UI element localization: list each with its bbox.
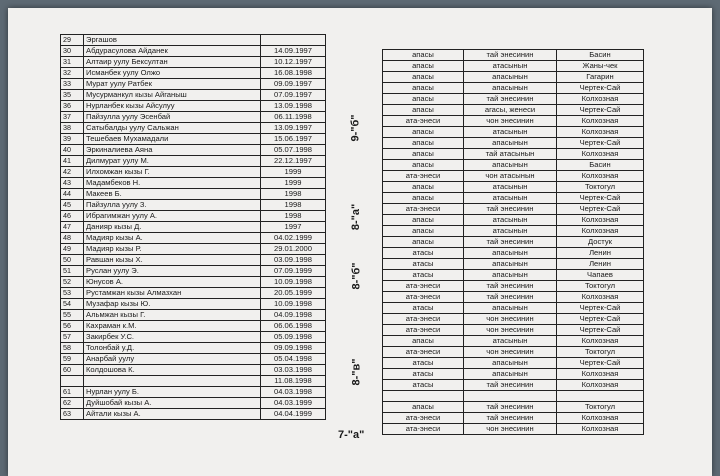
address-cell: Басин	[557, 50, 644, 61]
table-row	[383, 347, 644, 358]
student-name: Эргашов	[84, 35, 261, 46]
living-with-cell: агасы, женеси	[464, 105, 557, 116]
living-with-cell: апасынын	[464, 270, 557, 281]
birth-date: 16.08.1998	[261, 68, 326, 79]
student-name: Дилмурат уулу М.	[84, 156, 261, 167]
birth-date: 1999	[261, 178, 326, 189]
table-row	[61, 233, 326, 244]
guardian-cell: ата-энеси	[383, 314, 464, 325]
address-cell: Колхозная	[557, 380, 644, 391]
student-name: Толонбай у.Д.	[84, 343, 261, 354]
living-with-cell: тай энесинин	[464, 380, 557, 391]
table-row	[383, 303, 644, 314]
guardian-cell: ата-энеси	[383, 204, 464, 215]
student-name: Руслан уулу Э.	[84, 266, 261, 277]
student-name	[84, 376, 261, 387]
student-name: Айтали кызы А.	[84, 409, 261, 420]
birth-date: 05.04.1998	[261, 354, 326, 365]
living-with-cell: атасынын	[464, 61, 557, 72]
table-row	[61, 145, 326, 156]
row-number: 43	[61, 178, 84, 189]
row-number: 30	[61, 46, 84, 57]
table-row	[61, 79, 326, 90]
living-with-cell: апасынын	[464, 138, 557, 149]
table-row	[383, 182, 644, 193]
table-row	[61, 321, 326, 332]
birth-date: 22.12.1997	[261, 156, 326, 167]
birth-date: 29.01.2000	[261, 244, 326, 255]
living-with-cell: апасынын	[464, 369, 557, 380]
guardian-cell: ата-энеси	[383, 413, 464, 424]
birth-date: 07.09.1999	[261, 266, 326, 277]
student-name: Колдошова К.	[84, 365, 261, 376]
living-with-cell: апасынын	[464, 259, 557, 270]
row-number: 31	[61, 57, 84, 68]
table-row	[383, 281, 644, 292]
student-name: Абдурасулова Айданек	[84, 46, 261, 57]
guardian-cell: апасы	[383, 105, 464, 116]
birth-date: 04.02.1999	[261, 233, 326, 244]
birth-date: 15.06.1997	[261, 134, 326, 145]
guardian-cell: ата-энеси	[383, 171, 464, 182]
row-number: 58	[61, 343, 84, 354]
guardian-cell: апасы	[383, 215, 464, 226]
birth-date: 14.09.1997	[261, 46, 326, 57]
birth-date: 1999	[261, 167, 326, 178]
grade-label-8v: 8-"в"	[350, 358, 363, 386]
student-name: Исманбек уулу Олжо	[84, 68, 261, 79]
grade-label-7a: 7-"а"	[338, 429, 365, 441]
address-cell: Колхозная	[557, 171, 644, 182]
address-cell: Чертек-Сай	[557, 325, 644, 336]
table-row	[383, 380, 644, 391]
table-row	[383, 105, 644, 116]
address-cell: Басин	[557, 160, 644, 171]
student-name: Рустамжан кызы Алмазхан	[84, 288, 261, 299]
student-name: Альмжан кызы Г.	[84, 310, 261, 321]
table-row	[61, 343, 326, 354]
birth-date: 10.12.1997	[261, 57, 326, 68]
table-row	[383, 292, 644, 303]
student-name: Мурат уулу Ратбек	[84, 79, 261, 90]
living-with-cell: чон атасынын	[464, 171, 557, 182]
guardian-cell: ата-энеси	[383, 281, 464, 292]
address-cell: Колхозная	[557, 226, 644, 237]
birth-date: 09.09.1998	[261, 343, 326, 354]
guardian-cell: апасы	[383, 138, 464, 149]
birth-date: 20.05.1999	[261, 288, 326, 299]
birth-date: 11.08.1998	[261, 376, 326, 387]
table-row	[61, 288, 326, 299]
guardian-cell: ата-энеси	[383, 325, 464, 336]
table-row	[61, 200, 326, 211]
row-number: 46	[61, 211, 84, 222]
row-number: 57	[61, 332, 84, 343]
grade-label-9b: 9-"б"	[349, 114, 362, 142]
guardian-cell: апасы	[383, 182, 464, 193]
row-number: 48	[61, 233, 84, 244]
address-cell: Колхозная	[557, 94, 644, 105]
row-number: 53	[61, 288, 84, 299]
table-row	[61, 112, 326, 123]
table-row	[383, 237, 644, 248]
table-row	[383, 83, 644, 94]
student-name: Пайзулла уулу Эсенбай	[84, 112, 261, 123]
living-with-cell: атасынын	[464, 127, 557, 138]
birth-date	[261, 35, 326, 46]
row-number: 56	[61, 321, 84, 332]
row-number: 39	[61, 134, 84, 145]
table-row	[61, 299, 326, 310]
table-row	[61, 35, 326, 46]
guardian-cell: атасы	[383, 259, 464, 270]
row-number: 40	[61, 145, 84, 156]
row-number: 54	[61, 299, 84, 310]
guardian-cell: апасы	[383, 226, 464, 237]
guardian-cell: атасы	[383, 380, 464, 391]
table-row	[383, 149, 644, 160]
table-row	[383, 248, 644, 259]
birth-date: 07.09.1997	[261, 90, 326, 101]
student-name: Анарбай уулу	[84, 354, 261, 365]
student-name: Закирбек У.С.	[84, 332, 261, 343]
row-number: 32	[61, 68, 84, 79]
guardian-cell: апасы	[383, 237, 464, 248]
table-row	[383, 160, 644, 171]
living-with-cell: тай энесинин	[464, 402, 557, 413]
table-row	[61, 310, 326, 321]
address-cell: Колхозная	[557, 292, 644, 303]
table-row	[383, 358, 644, 369]
student-table	[60, 34, 326, 420]
address-cell: Ленин	[557, 259, 644, 270]
table-row	[61, 167, 326, 178]
table-row	[61, 90, 326, 101]
student-name: Илхомжан кызы Г.	[84, 167, 261, 178]
living-with-cell: апасынын	[464, 160, 557, 171]
living-with-cell: чон энесинин	[464, 314, 557, 325]
table-row	[383, 270, 644, 281]
document-page	[8, 8, 712, 476]
address-cell: Чертек-Сай	[557, 193, 644, 204]
address-cell: Гагарин	[557, 72, 644, 83]
guardian-cell: ата-энеси	[383, 116, 464, 127]
birth-date: 1998	[261, 211, 326, 222]
row-number: 35	[61, 90, 84, 101]
address-cell: Жаны-чек	[557, 61, 644, 72]
guardian-cell: ата-энеси	[383, 292, 464, 303]
table-row	[383, 50, 644, 61]
living-with-cell: апасынын	[464, 303, 557, 314]
row-number: 51	[61, 266, 84, 277]
birth-date: 06.11.1998	[261, 112, 326, 123]
birth-date: 13.09.1998	[261, 101, 326, 112]
row-number: 45	[61, 200, 84, 211]
living-with-cell	[464, 391, 557, 402]
row-number: 33	[61, 79, 84, 90]
birth-date: 09.09.1997	[261, 79, 326, 90]
table-row	[383, 94, 644, 105]
student-name: Мусурманкул кызы Айганыш	[84, 90, 261, 101]
address-cell: Колхозная	[557, 413, 644, 424]
row-number: 60	[61, 365, 84, 376]
living-with-cell: тай атасынын	[464, 149, 557, 160]
address-cell: Чертек-Сай	[557, 83, 644, 94]
birth-date: 04.03.1998	[261, 387, 326, 398]
student-name: Алтаир уулу Бексултан	[84, 57, 261, 68]
living-with-cell: чон энесинин	[464, 347, 557, 358]
table-row	[383, 204, 644, 215]
living-with-cell: чон энесинин	[464, 424, 557, 435]
address-cell: Чапаев	[557, 270, 644, 281]
row-number: 63	[61, 409, 84, 420]
table-row	[61, 134, 326, 145]
table-row	[61, 409, 326, 420]
birth-date: 13.09.1997	[261, 123, 326, 134]
student-name: Мадияр кызы А.	[84, 233, 261, 244]
guardian-cell: апасы	[383, 50, 464, 61]
student-table-body	[61, 35, 326, 420]
table-row	[61, 332, 326, 343]
grade-label-8a: 8-"а"	[350, 203, 363, 231]
birth-date: 03.09.1998	[261, 255, 326, 266]
table-row	[61, 277, 326, 288]
table-row	[61, 101, 326, 112]
table-row	[383, 116, 644, 127]
guardian-cell	[383, 391, 464, 402]
guardian-cell: атасы	[383, 248, 464, 259]
living-with-cell: тай энесинин	[464, 413, 557, 424]
table-row	[383, 127, 644, 138]
student-name: Кахраман к.М.	[84, 321, 261, 332]
guardian-cell: апасы	[383, 83, 464, 94]
guardian-cell: ата-энеси	[383, 347, 464, 358]
living-with-cell: атасынын	[464, 215, 557, 226]
table-row	[61, 266, 326, 277]
birth-date: 10.09.1998	[261, 277, 326, 288]
address-cell: Чертек-Сай	[557, 138, 644, 149]
row-number: 52	[61, 277, 84, 288]
guardian-cell: атасы	[383, 358, 464, 369]
address-cell: Чертек-Сай	[557, 105, 644, 116]
row-number: 59	[61, 354, 84, 365]
student-name: Юнусов А.	[84, 277, 261, 288]
student-name: Музафар кызы Ю.	[84, 299, 261, 310]
table-row	[383, 138, 644, 149]
table-row	[383, 402, 644, 413]
living-with-cell: атасынын	[464, 182, 557, 193]
row-number: 44	[61, 189, 84, 200]
table-row	[61, 398, 326, 409]
address-cell: Чертек-Сай	[557, 303, 644, 314]
address-cell	[557, 391, 644, 402]
address-cell: Достук	[557, 237, 644, 248]
address-cell: Токтогул	[557, 182, 644, 193]
guardian-cell: апасы	[383, 402, 464, 413]
table-row	[61, 222, 326, 233]
address-cell: Колхозная	[557, 149, 644, 160]
birth-date: 05.09.1998	[261, 332, 326, 343]
row-number: 61	[61, 387, 84, 398]
grade-label-8b: 8-"б"	[350, 262, 363, 290]
table-row	[61, 178, 326, 189]
guardian-cell: апасы	[383, 193, 464, 204]
address-cell: Колхозная	[557, 424, 644, 435]
row-number: 49	[61, 244, 84, 255]
row-number: 62	[61, 398, 84, 409]
birth-date: 1998	[261, 200, 326, 211]
guardian-cell: апасы	[383, 72, 464, 83]
address-cell: Колхозная	[557, 127, 644, 138]
birth-date: 04.09.1998	[261, 310, 326, 321]
guardian-cell: атасы	[383, 303, 464, 314]
student-name: Нурланбек кызы Айсулуу	[84, 101, 261, 112]
address-cell: Колхозная	[557, 336, 644, 347]
row-number: 38	[61, 123, 84, 134]
student-name: Равшан кызы Х.	[84, 255, 261, 266]
living-with-cell: чон энесинин	[464, 325, 557, 336]
student-name: Данияр кызы Д.	[84, 222, 261, 233]
living-with-cell: апасынын	[464, 358, 557, 369]
birth-date: 03.03.1998	[261, 365, 326, 376]
table-row	[383, 325, 644, 336]
living-with-cell: тай энесинин	[464, 204, 557, 215]
guardian-cell: атасы	[383, 369, 464, 380]
family-table-body	[383, 50, 644, 435]
table-row	[383, 259, 644, 270]
table-row	[383, 171, 644, 182]
table-row	[61, 365, 326, 376]
table-row	[383, 72, 644, 83]
guardian-cell: апасы	[383, 160, 464, 171]
student-name: Макеев Б.	[84, 189, 261, 200]
birth-date: 04.04.1999	[261, 409, 326, 420]
student-name: Сатыбалды уулу Сальжан	[84, 123, 261, 134]
guardian-cell: апасы	[383, 336, 464, 347]
table-row	[61, 354, 326, 365]
living-with-cell: тай энесинин	[464, 281, 557, 292]
guardian-cell: апасы	[383, 94, 464, 105]
row-number: 47	[61, 222, 84, 233]
address-cell: Колхозная	[557, 215, 644, 226]
row-number	[61, 376, 84, 387]
address-cell: Токтогул	[557, 402, 644, 413]
family-table	[382, 49, 644, 435]
guardian-cell: апасы	[383, 61, 464, 72]
student-name: Нурлан уулу Б.	[84, 387, 261, 398]
student-name: Пайзулла уулу З.	[84, 200, 261, 211]
student-name: Ибрагимжан уулу А.	[84, 211, 261, 222]
birth-date: 05.07.1998	[261, 145, 326, 156]
table-row	[383, 193, 644, 204]
address-cell: Чертек-Сай	[557, 314, 644, 325]
table-row	[61, 376, 326, 387]
address-cell: Токтогул	[557, 281, 644, 292]
guardian-cell: апасы	[383, 149, 464, 160]
table-row	[61, 46, 326, 57]
living-with-cell: атасынын	[464, 336, 557, 347]
table-row	[61, 123, 326, 134]
table-row	[61, 68, 326, 79]
table-row	[61, 387, 326, 398]
living-with-cell: атасынын	[464, 226, 557, 237]
table-row	[61, 211, 326, 222]
table-row	[383, 391, 644, 402]
birth-date: 1997	[261, 222, 326, 233]
living-with-cell: чон энесинин	[464, 116, 557, 127]
living-with-cell: тай энесинин	[464, 94, 557, 105]
table-row	[383, 413, 644, 424]
table-row	[383, 369, 644, 380]
row-number: 41	[61, 156, 84, 167]
table-row	[61, 189, 326, 200]
student-name: Мадамбеков Н.	[84, 178, 261, 189]
birth-date: 1998	[261, 189, 326, 200]
row-number: 36	[61, 101, 84, 112]
birth-date: 04.03.1999	[261, 398, 326, 409]
table-row	[61, 156, 326, 167]
table-row	[61, 255, 326, 266]
guardian-cell: апасы	[383, 127, 464, 138]
table-row	[383, 226, 644, 237]
address-cell: Чертек-Сай	[557, 358, 644, 369]
student-name: Тешебаев Мухамадали	[84, 134, 261, 145]
table-row	[383, 336, 644, 347]
birth-date: 06.06.1998	[261, 321, 326, 332]
row-number: 50	[61, 255, 84, 266]
birth-date: 10.09.1998	[261, 299, 326, 310]
row-number: 42	[61, 167, 84, 178]
table-row	[383, 424, 644, 435]
address-cell: Колхозная	[557, 369, 644, 380]
row-number: 55	[61, 310, 84, 321]
table-row	[383, 61, 644, 72]
table-row	[383, 314, 644, 325]
table-row	[383, 215, 644, 226]
living-with-cell: атасынын	[464, 193, 557, 204]
row-number: 29	[61, 35, 84, 46]
row-number: 37	[61, 112, 84, 123]
living-with-cell: апасынын	[464, 72, 557, 83]
table-row	[61, 57, 326, 68]
guardian-cell: ата-энеси	[383, 424, 464, 435]
address-cell: Ленин	[557, 248, 644, 259]
living-with-cell: апасынын	[464, 83, 557, 94]
guardian-cell: атасы	[383, 270, 464, 281]
living-with-cell: тай энесинин	[464, 237, 557, 248]
student-name: Дуйшобай кызы А.	[84, 398, 261, 409]
student-name: Мадияр кызы Р.	[84, 244, 261, 255]
living-with-cell: апасынын	[464, 248, 557, 259]
address-cell: Колхозная	[557, 116, 644, 127]
table-row	[61, 244, 326, 255]
student-name: Эркиналиева Аяна	[84, 145, 261, 156]
address-cell: Токтогул	[557, 347, 644, 358]
living-with-cell: тай энесинин	[464, 292, 557, 303]
living-with-cell: тай энесинин	[464, 50, 557, 61]
address-cell: Чертек-Сай	[557, 204, 644, 215]
